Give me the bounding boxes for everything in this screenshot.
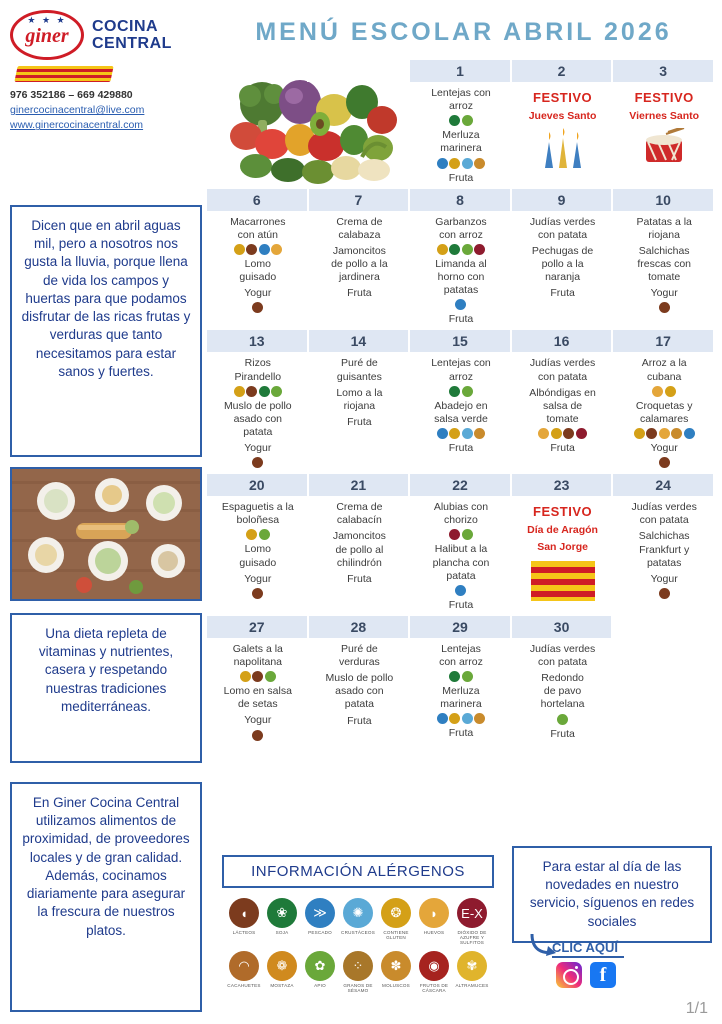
allergen-legend-item bbox=[263, 898, 301, 945]
dish-dessert: Fruta bbox=[550, 442, 575, 454]
allergen-legend-item bbox=[301, 898, 339, 945]
calendar-cell bbox=[512, 496, 614, 616]
calendar-cell-empty bbox=[309, 82, 411, 189]
dish-dessert: Yogur bbox=[650, 441, 678, 454]
dish-second-course: Jamoncitos de pollo a la jardinera bbox=[331, 244, 388, 284]
calendar-week-row bbox=[207, 638, 715, 747]
allergen-legend-item bbox=[377, 898, 415, 945]
allergen-pescado-icon bbox=[437, 713, 448, 724]
allergen-legend-label: DIÓXIDO DE AZUFRE Y SULFITOS bbox=[457, 930, 487, 946]
allergen-badges bbox=[413, 299, 509, 310]
allergen-lacteos-icon bbox=[563, 428, 574, 439]
allergen-apio-icon bbox=[557, 714, 568, 725]
allergen-badges bbox=[413, 713, 509, 724]
contact-block bbox=[10, 88, 215, 134]
allergen-gluten-icon bbox=[449, 158, 460, 169]
calendar-cell bbox=[613, 352, 715, 474]
calendar-cell bbox=[512, 638, 614, 747]
dish-dessert: Yogur bbox=[650, 287, 678, 300]
dish-first-course: Judías verdes con patata bbox=[529, 642, 596, 668]
calendar-cell-empty bbox=[207, 82, 309, 189]
calendar-week-row bbox=[207, 352, 715, 474]
calendar-cell bbox=[512, 352, 614, 474]
allergen-badges bbox=[413, 428, 509, 439]
dish-second-course: Halibut a la plancha con patata bbox=[432, 543, 490, 582]
calendar-cell bbox=[410, 638, 512, 747]
allergen-moluscos-icon bbox=[474, 158, 485, 169]
dish-second-course: Jamoncitos de pollo al chilindrón bbox=[332, 530, 386, 569]
allergen-lacteos-icon bbox=[246, 386, 257, 397]
dish-first-course: Puré de guisantes bbox=[336, 357, 382, 383]
calendar-cell bbox=[309, 352, 411, 474]
instagram-icon[interactable] bbox=[556, 962, 582, 988]
allergen-lacteos-icon bbox=[646, 428, 657, 439]
calendar-cell bbox=[410, 496, 512, 616]
allergen-apio-icon bbox=[462, 529, 473, 540]
dish-dessert: Fruta bbox=[347, 572, 372, 585]
dish-first-course: Lentejas con arroz bbox=[431, 357, 491, 383]
dish-dessert: Fruta bbox=[448, 171, 474, 184]
diet-text-box: Una dieta repleta de vitaminas y nutrientes, casera y respetando nuestras tradiciones mediterráneas. bbox=[10, 613, 202, 763]
dish-first-course: Judías verdes con patata bbox=[529, 357, 596, 383]
allergen-legend-item bbox=[225, 898, 263, 945]
social-text-box: Para estar al día de las novedades en nuestro servicio, síguenos en redes sociales bbox=[512, 846, 712, 943]
dish-dessert: Yogur bbox=[244, 442, 272, 454]
allergen-badges bbox=[413, 585, 509, 596]
allergen-sulfitos-icon bbox=[474, 244, 485, 255]
dish-first-course: Crema de calabacín bbox=[336, 501, 383, 527]
allergen-badges bbox=[210, 730, 306, 741]
allergen-pescado-icon: ≫ bbox=[305, 898, 335, 928]
calendar-daynum: 23 bbox=[512, 474, 614, 496]
clic-underline bbox=[552, 956, 624, 958]
allergen-gluten-icon bbox=[437, 244, 448, 255]
calendar-cell bbox=[207, 211, 309, 331]
calendar-daynum: 17 bbox=[613, 330, 715, 352]
allergen-legend-label: CRUSTÁCEOS bbox=[341, 930, 375, 935]
dish-second-course: Merluza marinera bbox=[440, 129, 482, 155]
festivo-sublabel-2: San Jorge bbox=[537, 541, 588, 554]
allergen-gluten-icon bbox=[246, 529, 257, 540]
calendar-week-row bbox=[207, 82, 715, 189]
calendar-cell bbox=[410, 352, 512, 474]
allergen-legend-label: GRANOS DE SÉSAMO bbox=[343, 983, 373, 994]
dish-dessert: Yogur bbox=[244, 287, 272, 300]
logo-wordmark: giner bbox=[25, 25, 69, 47]
allergen-legend-label: HUEVOS bbox=[423, 930, 445, 935]
calendar-cell bbox=[613, 496, 715, 616]
allergen-pescado-icon bbox=[455, 299, 466, 310]
calendar-cell bbox=[207, 638, 309, 747]
calendar-daynum: 2 bbox=[512, 60, 614, 82]
allergen-huevos-icon bbox=[659, 428, 670, 439]
allergen-info-panel bbox=[222, 855, 494, 999]
quality-text-box: En Giner Cocina Central utilizamos alimentos de proximidad, de proveedores locales y de gran calidad. Además, cocinamos diariamente para asegurar la frescura de nuestros platos. bbox=[10, 782, 202, 1012]
allergen-lacteos-icon bbox=[252, 457, 263, 468]
brand-line-2: CENTRAL bbox=[92, 35, 172, 52]
facebook-icon[interactable]: f bbox=[590, 962, 616, 988]
allergen-pescado-icon bbox=[437, 158, 448, 169]
allergen-badges bbox=[210, 588, 306, 599]
allergen-legend-item bbox=[415, 951, 453, 993]
calendar-daynum: 30 bbox=[512, 616, 614, 638]
dish-dessert: Fruta bbox=[448, 441, 474, 454]
dish-first-course: Patatas a la riojana bbox=[636, 215, 692, 241]
candles-icon bbox=[533, 128, 593, 168]
festivo-sublabel: Día de Aragón bbox=[527, 524, 598, 537]
calendar-daynum: 6 bbox=[207, 189, 309, 211]
intro-text-box: Dicen que en abril aguas mil, pero a nosotros nos gusta la lluvia, porque llena de vida los campos y huertas para que podamos disfrutar de las ricas frutas y verduras que tanto necesitamos para estar sanos y fuertes. bbox=[10, 205, 202, 457]
website-link[interactable]: www.ginercocinacentral.com bbox=[10, 119, 144, 132]
allergen-gluten-icon bbox=[234, 244, 245, 255]
allergen-lacteos-icon bbox=[659, 302, 670, 313]
allergen-pescado-icon bbox=[437, 428, 448, 439]
calendar-daynum: 3 bbox=[613, 60, 715, 82]
calendar-cell bbox=[309, 638, 411, 747]
calendar-daynum: 13 bbox=[207, 330, 309, 352]
clic-aqui-label: CLIC AQUÍ bbox=[552, 940, 618, 955]
allergen-gluten-icon bbox=[234, 386, 245, 397]
allergen-badges bbox=[210, 457, 306, 468]
dish-second-course: Redondo de pavo hortelana bbox=[540, 672, 585, 711]
allergen-sesamo-icon: ⁘ bbox=[343, 951, 373, 981]
calendar-daynum-row bbox=[207, 330, 715, 352]
allergen-legend-item bbox=[453, 898, 491, 945]
allergen-soja-icon: ❀ bbox=[267, 898, 297, 928]
allergen-badges bbox=[413, 115, 509, 126]
calendar-cell bbox=[207, 352, 309, 474]
allergen-apio-icon bbox=[265, 671, 276, 682]
allergen-legend-label: MOSTAZA bbox=[270, 983, 294, 989]
email-link[interactable]: ginercocinacentral@live.com bbox=[10, 104, 145, 117]
dish-dessert: Yogur bbox=[244, 714, 272, 727]
allergen-lacteos-icon bbox=[252, 671, 263, 682]
title-block bbox=[215, 8, 712, 47]
calendar-week-row bbox=[207, 211, 715, 331]
allergen-legend-item bbox=[453, 951, 491, 993]
dish-dessert: Fruta bbox=[448, 727, 474, 740]
calendar-daynum-row bbox=[207, 60, 715, 82]
calendar-daynum-empty bbox=[309, 60, 411, 82]
allergen-legend-label: LÁCTEOS bbox=[232, 930, 256, 935]
dish-second-course: Lomo guisado bbox=[239, 257, 277, 283]
allergen-apio-icon bbox=[462, 115, 473, 126]
allergen-sulfitos-icon: E-X bbox=[457, 898, 487, 928]
calendar-cell bbox=[512, 211, 614, 331]
calendar-daynum: 14 bbox=[309, 330, 411, 352]
dish-first-course: Judías verdes con patata bbox=[631, 501, 697, 527]
calendar-cell bbox=[410, 211, 512, 331]
calendar-daynum-empty bbox=[207, 60, 309, 82]
allergen-moluscos-icon bbox=[474, 713, 485, 724]
calendar-daynum: 21 bbox=[309, 474, 411, 496]
allergen-gluten-icon bbox=[449, 428, 460, 439]
dish-second-course: Croquetas y calamares bbox=[635, 399, 693, 425]
brand-line-1: COCINA bbox=[92, 18, 159, 36]
allergen-badges bbox=[413, 529, 509, 540]
allergen-legend-label: SOJA bbox=[275, 930, 289, 935]
allergen-moluscos-icon bbox=[671, 428, 682, 439]
page-number: 1/1 bbox=[685, 1000, 708, 1017]
calendar-daynum: 22 bbox=[410, 474, 512, 496]
allergen-apio-icon bbox=[462, 671, 473, 682]
calendar-daynum-row bbox=[207, 616, 715, 638]
allergen-badges bbox=[413, 244, 509, 255]
allergen-legend-item bbox=[415, 898, 453, 945]
calendar-cell bbox=[613, 82, 715, 189]
allergen-cacahuetes-icon: ◠ bbox=[229, 951, 259, 981]
allergen-apio-icon bbox=[259, 529, 270, 540]
calendar-daynum: 28 bbox=[309, 616, 411, 638]
allergen-apio-icon: ✿ bbox=[305, 951, 335, 981]
calendar-daynum: 9 bbox=[512, 189, 614, 211]
allergen-gluten-icon bbox=[665, 386, 676, 397]
allergen-legend-label: APIO bbox=[314, 983, 326, 989]
allergen-lacteos-icon: ◖ bbox=[229, 898, 259, 928]
allergen-sulfitos-icon bbox=[449, 529, 460, 540]
allergen-lacteos-icon bbox=[252, 302, 263, 313]
allergen-badges bbox=[616, 428, 712, 439]
allergen-apio-icon bbox=[271, 386, 282, 397]
allergen-badges bbox=[210, 244, 306, 255]
dish-first-course: Crema de calabaza bbox=[336, 215, 383, 241]
allergen-legend-label: MOLUSCOS bbox=[382, 983, 410, 989]
allergen-gluten-icon bbox=[634, 428, 645, 439]
allergen-legend-item bbox=[301, 951, 339, 993]
dish-dessert: Fruta bbox=[347, 714, 372, 727]
drum-icon bbox=[636, 128, 692, 170]
dish-second-course: Salchichas Frankfurt y patatas bbox=[638, 530, 690, 569]
giner-logo-icon: ★ ★ ★ giner bbox=[10, 8, 86, 64]
dish-first-course: Arroz a la cubana bbox=[641, 357, 687, 383]
brand-block bbox=[10, 8, 215, 134]
festivo-sublabel: Jueves Santo bbox=[528, 110, 597, 122]
aragon-flag-icon bbox=[531, 561, 595, 601]
allergen-apio-icon bbox=[462, 244, 473, 255]
calendar-daynum: 16 bbox=[512, 330, 614, 352]
dish-second-course: Lomo a la riojana bbox=[336, 386, 383, 412]
dish-first-course: Judías verdes con patata bbox=[529, 215, 596, 241]
dish-dessert: Fruta bbox=[448, 313, 474, 326]
allergen-badges bbox=[210, 529, 306, 540]
dish-dessert: Yogur bbox=[244, 572, 272, 585]
dish-dessert: Fruta bbox=[347, 287, 372, 300]
festivo-label: FESTIVO bbox=[533, 90, 593, 105]
allergen-crustaceos-icon bbox=[462, 158, 473, 169]
dish-first-course: Alubias con chorizo bbox=[433, 501, 489, 527]
calendar-daynum: 27 bbox=[207, 616, 309, 638]
allergen-legend-label: CACAHUETES bbox=[227, 983, 261, 989]
calendar-daynum: 8 bbox=[410, 189, 512, 211]
allergen-badges bbox=[210, 302, 306, 313]
calendar-cell bbox=[512, 82, 614, 189]
dish-second-course: Pechugas de pollo a la naranja bbox=[531, 244, 594, 284]
allergen-legend-item bbox=[225, 951, 263, 993]
allergen-huevos-icon bbox=[271, 244, 282, 255]
allergen-huevos-icon bbox=[538, 428, 549, 439]
allergen-crustaceos-icon bbox=[462, 428, 473, 439]
allergen-soja-icon bbox=[449, 244, 460, 255]
calendar-daynum: 24 bbox=[613, 474, 715, 496]
allergen-altramuces-icon: ✾ bbox=[457, 951, 487, 981]
calendar-daynum-row bbox=[207, 189, 715, 211]
allergen-gluten-icon: ❂ bbox=[381, 898, 411, 928]
dish-second-course: Muslo de pollo asado con patata bbox=[223, 399, 292, 438]
allergen-grid bbox=[222, 898, 494, 999]
dish-dessert: Fruta bbox=[550, 287, 575, 300]
allergen-pescado-icon bbox=[259, 244, 270, 255]
calendar-cell bbox=[207, 496, 309, 616]
allergen-badges bbox=[210, 386, 306, 397]
menu-calendar bbox=[207, 60, 715, 747]
dish-second-course: Abadejo en salsa verde bbox=[434, 399, 488, 425]
allergen-moluscos-icon bbox=[474, 428, 485, 439]
allergen-pescado-icon bbox=[455, 585, 466, 596]
calendar-cell-empty bbox=[613, 638, 715, 747]
dish-first-course: Galets a la napolitana bbox=[232, 642, 283, 668]
allergen-legend-label: FRUTOS DE CÁSCARA bbox=[419, 983, 449, 994]
dish-second-course: Limanda al horno con patatas bbox=[435, 257, 487, 297]
calendar-daynum: 7 bbox=[309, 189, 411, 211]
allergen-badges bbox=[616, 386, 712, 397]
festivo-sublabel: Viernes Santo bbox=[629, 110, 700, 122]
allergen-lacteos-icon bbox=[252, 588, 263, 599]
dish-first-course: Lentejas con arroz bbox=[431, 87, 491, 113]
allergen-panel-title: INFORMACIÓN ALÉRGENOS bbox=[222, 855, 494, 888]
clic-aqui-link[interactable] bbox=[552, 940, 624, 958]
calendar-daynum-empty bbox=[613, 616, 715, 638]
allergen-badges bbox=[616, 302, 712, 313]
aragon-flag-decoration bbox=[14, 66, 113, 82]
allergen-soja-icon bbox=[259, 386, 270, 397]
allergen-soja-icon bbox=[449, 115, 460, 126]
allergen-badges bbox=[413, 386, 509, 397]
allergen-lacteos-icon bbox=[246, 244, 257, 255]
dish-first-course: Puré de verduras bbox=[338, 642, 380, 668]
social-icons bbox=[556, 962, 616, 988]
allergen-badges bbox=[413, 158, 509, 169]
festivo-label: FESTIVO bbox=[533, 504, 593, 520]
calendar-week-row bbox=[207, 496, 715, 616]
allergen-legend-item bbox=[377, 951, 415, 993]
table-food-photo bbox=[10, 467, 202, 601]
allergen-badges bbox=[616, 457, 712, 468]
allergen-soja-icon bbox=[449, 671, 460, 682]
allergen-legend-item bbox=[339, 951, 377, 993]
calendar-cell bbox=[613, 211, 715, 331]
allergen-legend-label: ALTRAMUCES bbox=[455, 983, 489, 989]
dish-first-course: Rizos Pirandello bbox=[234, 357, 282, 383]
allergen-sulfitos-icon bbox=[576, 428, 587, 439]
allergen-legend-item bbox=[339, 898, 377, 945]
allergen-crustaceos-icon bbox=[462, 713, 473, 724]
calendar-daynum: 20 bbox=[207, 474, 309, 496]
dish-second-course: Muslo de pollo asado con patata bbox=[325, 672, 394, 711]
dish-first-course: Espaguetis a la boloñesa bbox=[221, 501, 294, 527]
dish-dessert: Yogur bbox=[650, 572, 678, 585]
calendar-cell bbox=[410, 82, 512, 189]
dish-second-course: Merluza marinera bbox=[440, 685, 482, 711]
allergen-lacteos-icon bbox=[252, 730, 263, 741]
dish-first-course: Macarrones con atún bbox=[230, 215, 286, 241]
allergen-mostaza-icon: ❁ bbox=[267, 951, 297, 981]
allergen-gluten-icon bbox=[449, 713, 460, 724]
allergen-badges bbox=[210, 671, 306, 682]
allergen-badges bbox=[413, 671, 509, 682]
allergen-gluten-icon bbox=[240, 671, 251, 682]
allergen-lacteos-icon bbox=[659, 457, 670, 468]
allergen-badges bbox=[515, 714, 611, 725]
allergen-pescado-icon bbox=[684, 428, 695, 439]
allergen-cascara-icon: ◉ bbox=[419, 951, 449, 981]
calendar-cell bbox=[309, 496, 411, 616]
allergen-legend-item bbox=[263, 951, 301, 993]
allergen-huevos-icon: ◗ bbox=[419, 898, 449, 928]
calendar-daynum: 10 bbox=[613, 189, 715, 211]
dish-second-course: Lomo en salsa de setas bbox=[223, 685, 292, 711]
calendar-daynum-row bbox=[207, 474, 715, 496]
allergen-legend-label: CONTIENE GLUTEN bbox=[383, 930, 409, 941]
food-table-illustration bbox=[12, 469, 202, 601]
dish-dessert: Fruta bbox=[347, 415, 372, 428]
phone-number: 976 352186 – 669 429880 bbox=[10, 89, 133, 101]
allergen-badges bbox=[616, 588, 712, 599]
allergen-lacteos-icon bbox=[659, 588, 670, 599]
calendar-daynum: 1 bbox=[410, 60, 512, 82]
allergen-moluscos-icon: ✽ bbox=[381, 951, 411, 981]
allergen-legend-label: PESCADO bbox=[308, 930, 332, 935]
allergen-crustaceos-icon: ✺ bbox=[343, 898, 373, 928]
calendar-cell bbox=[309, 211, 411, 331]
dish-second-course: Albóndigas en salsa de tomate bbox=[529, 386, 596, 425]
allergen-apio-icon bbox=[462, 386, 473, 397]
dish-dessert: Fruta bbox=[448, 598, 474, 611]
dish-first-course: Garbanzos con arroz bbox=[435, 215, 487, 241]
page-title: MENÚ ESCOLAR ABRIL 2026 bbox=[255, 18, 672, 46]
festivo-label: FESTIVO bbox=[634, 90, 694, 105]
calendar-daynum: 29 bbox=[410, 616, 512, 638]
allergen-badges bbox=[515, 428, 611, 439]
allergen-soja-icon bbox=[449, 386, 460, 397]
dish-dessert: Fruta bbox=[550, 727, 575, 740]
dish-first-course: Lentejas con arroz bbox=[439, 642, 483, 668]
calendar-daynum: 15 bbox=[410, 330, 512, 352]
dish-second-course: Salchichas frescas con tomate bbox=[637, 244, 692, 284]
allergen-huevos-icon bbox=[652, 386, 663, 397]
allergen-gluten-icon bbox=[551, 428, 562, 439]
dish-second-course: Lomo guisado bbox=[239, 543, 277, 569]
